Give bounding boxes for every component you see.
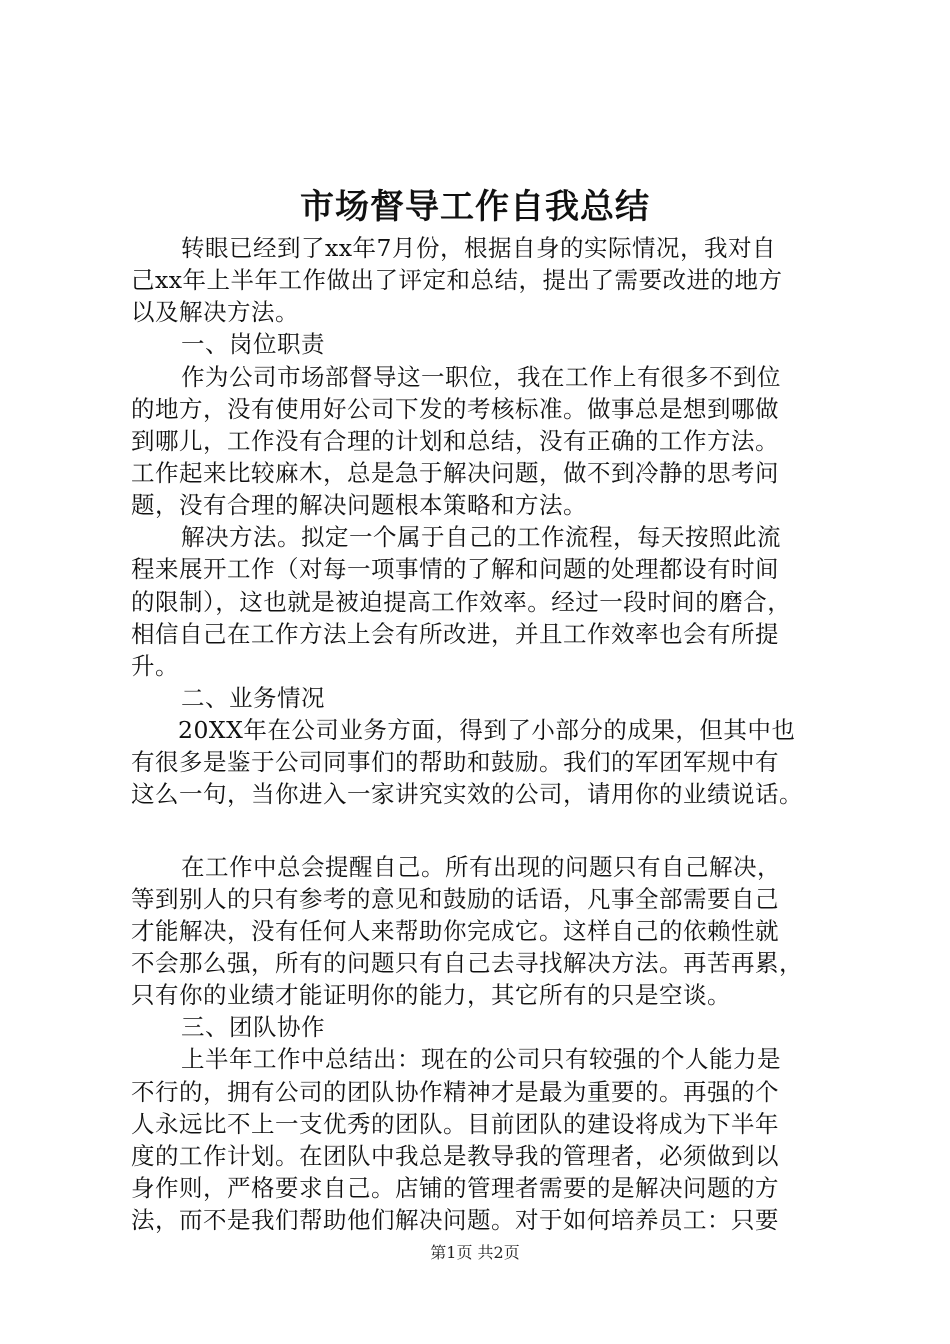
- paragraph-line: 人永远比不上一支优秀的团队。目前团队的建设将成为下半年: [131, 1109, 779, 1138]
- paragraph-line: 度的工作计划。在团队中我总是教导我的管理者，必须做到以: [131, 1141, 779, 1170]
- paragraph-line: 等到别人的只有参考的意见和鼓励的话语，凡事全部需要自己: [131, 884, 779, 913]
- paragraph-line: 20XX年在公司业务方面，得到了小部分的成果，但其中也: [178, 716, 796, 745]
- paragraph-line: 程来展开工作（对每一项事情的了解和问题的处理都设有时间: [131, 555, 779, 584]
- paragraph-line: 题，没有合理的解决问题根本策略和方法。: [131, 491, 587, 520]
- paragraph-line: 这么一句，当你进入一家讲究实效的公司，请用你的业绩说话。: [131, 780, 803, 809]
- paragraph-line: 作为公司市场部督导这一职位，我在工作上有很多不到位: [181, 362, 781, 391]
- paragraph-line: 己xx年上半年工作做出了评定和总结，提出了需要改进的地方: [131, 266, 783, 295]
- paragraph-line: 只有你的业绩才能证明你的能力，其它所有的只是空谈。: [131, 981, 731, 1010]
- page-number-footer: 第1页 共2页: [430, 1243, 520, 1262]
- paragraph-line: 才能解决，没有任何人来帮助你完成它。这样自己的依赖性就: [131, 916, 779, 945]
- paragraph-line: 升。: [131, 651, 179, 680]
- paragraph-line: 以及解决方法。: [131, 298, 299, 327]
- document-title: 市场督导工作自我总结: [300, 187, 650, 227]
- section-heading: 二、业务情况: [181, 683, 325, 712]
- paragraph-line: 上半年工作中总结出：现在的公司只有较强的个人能力是: [181, 1045, 781, 1074]
- document-body: [131, 232, 839, 1236]
- paragraph-line: 不行的，拥有公司的团队协作精神才是最为重要的。再强的个: [131, 1077, 779, 1106]
- paragraph-line: 到哪儿，工作没有合理的计划和总结，没有正确的工作方法。: [131, 426, 779, 455]
- paragraph-line: 在工作中总会提醒自己。所有出现的问题只有自己解决，: [181, 852, 781, 881]
- paragraph-line: 法，而不是我们帮助他们解决问题。对于如何培养员工：只要: [131, 1206, 779, 1235]
- paragraph-line: 的地方，没有使用好公司下发的考核标准。做事总是想到哪做: [131, 394, 779, 423]
- section-heading: 三、团队协作: [181, 1013, 325, 1042]
- section-heading: 一、岗位职责: [181, 330, 325, 359]
- paragraph-line: 不会那么强，所有的问题只有自己去寻找解决方法。再苦再累，: [131, 948, 803, 977]
- paragraph-line: 工作起来比较麻木，总是急于解决问题，做不到冷静的思考问: [131, 458, 779, 487]
- paragraph-line: 解决方法。拟定一个属于自己的工作流程，每天按照此流: [181, 523, 781, 552]
- paragraph-line: 身作则，严格要求自己。店铺的管理者需要的是解决问题的方: [131, 1173, 779, 1202]
- paragraph-line: 转眼已经到了xx年7月份，根据自身的实际情况，我对自: [181, 234, 776, 262]
- paragraph-line: 有很多是鉴于公司同事们的帮助和鼓励。我们的军团军规中有: [131, 748, 779, 777]
- blank-line: [131, 811, 839, 851]
- paragraph-line: 相信自己在工作方法上会有所改进，并且工作效率也会有所提: [131, 619, 779, 648]
- paragraph-line: 的限制），这也就是被迫提高工作效率。经过一段时间的磨合，: [131, 587, 792, 616]
